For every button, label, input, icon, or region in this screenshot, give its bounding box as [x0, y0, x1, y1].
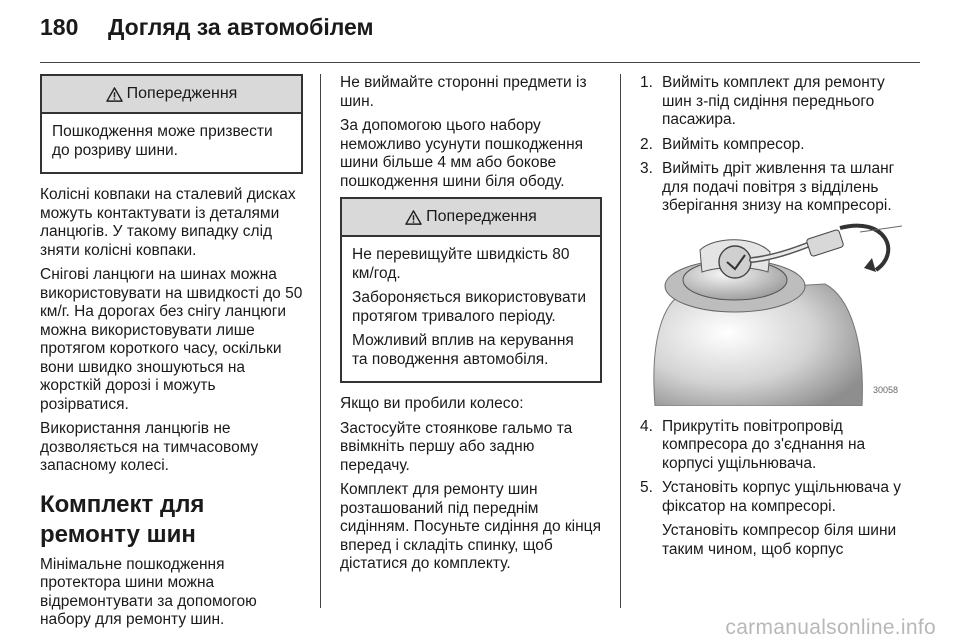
paragraph: Снігові ланцюги на шинах можна використовувати на швидкості до 50 км/г. На дорогах без снігу ланцюги можна використовувати лише протягом короткого часу, оскільки вони швидко зношуються на жорсткій дорозі і можуть розірватися. [40, 266, 303, 413]
running-title: Догляд за автомобілем [108, 14, 374, 40]
list-item [640, 160, 905, 216]
step-number: 4. [640, 417, 653, 435]
step-number: 1. [640, 74, 653, 91]
warning-header [42, 76, 301, 114]
steps-list [640, 74, 905, 216]
paragraph: Колісні ковпаки на сталевий дисках можуть контактувати із деталями ланцюгів. У такому випадку слід зняти колісні ковпаки. [40, 186, 296, 259]
warning-text: Пошкодження може призвести до розриву шини. [52, 123, 273, 159]
step-subtext: Установіть компресор біля шини таким чином, щоб корпус [662, 522, 897, 558]
header-rule [40, 62, 920, 63]
paragraph: Використання ланцюгів не дозволяється на тимчасовому запасному колесі. [40, 420, 259, 474]
paragraph: Застосуйте стоянкове гальмо та ввімкніть першу або задню передачу. [340, 419, 573, 474]
paragraph: За допомогою цього набору неможливо усунути пошкодження шини більше 4 мм або бокове пошкодження шини біля ободу. [340, 117, 584, 190]
step-text: Прикрутіть повітропровід компресора до з'єднання на корпусі ущільнювача. [662, 417, 866, 472]
step-text: Установіть корпус ущільнювача у фіксатор на компресорі. [662, 479, 902, 515]
step-text: Вийміть комплект для ремонту шин з-під сидіння переднього пасажира. [662, 74, 885, 128]
column-divider [620, 74, 621, 608]
steps-list [640, 418, 905, 560]
warning-item: Можливий вплив на керування та поводження автомобіля. [352, 332, 574, 368]
list-item [640, 479, 905, 559]
sealant-bottle-illustration [640, 222, 902, 406]
warning-title: Попередження [126, 84, 238, 102]
warning-item: Забороняється використовувати протягом тривалого періоду. [352, 289, 586, 325]
page-number: 180 [40, 14, 79, 40]
warning-box [40, 74, 303, 174]
section-heading: Комплект для ремонту шин [40, 490, 205, 548]
step-number: 5. [640, 479, 653, 496]
paragraph: Мінімальне пошкодження протектора шини можна відремонтувати за допомогою набору для ремонту шин. [40, 555, 257, 628]
step-text: Вийміть компресор. [662, 135, 805, 153]
paragraph: Якщо ви пробили колесо: [340, 395, 524, 412]
warning-triangle-icon [106, 87, 123, 102]
watermark: carmanualsonline.info [725, 616, 936, 639]
sealant-compressor-illustration [640, 222, 902, 406]
paragraph: Комплект для ремонту шин розташований під переднім сидінням. Посуньте сидіння до кінця вперед і складіть спинку, щоб дістатися до комплекту. [340, 481, 601, 572]
warning-header [342, 199, 600, 237]
step-text: Вийміть дріт живлення та шланг для подачі повітря з відділень зберігання знизу на компресорі. [662, 160, 895, 214]
warning-title: Попередження [426, 207, 537, 225]
step-number: 3. [640, 160, 653, 177]
warning-box [340, 197, 602, 383]
page-header [40, 14, 374, 54]
paragraph: Не виймайте сторонні предмети із шин. [340, 74, 587, 110]
column-divider [320, 74, 321, 608]
column-middle [340, 74, 602, 580]
list-item [640, 418, 905, 474]
warning-item: Не перевищуйте швидкість 80 км/год. [352, 246, 570, 282]
column-left [40, 74, 303, 636]
list-item [640, 136, 905, 155]
figure-number: 30058 [872, 385, 898, 395]
column-right [640, 74, 905, 565]
step-number: 2. [640, 135, 653, 153]
warning-triangle-icon [405, 210, 422, 225]
list-item [640, 74, 905, 130]
